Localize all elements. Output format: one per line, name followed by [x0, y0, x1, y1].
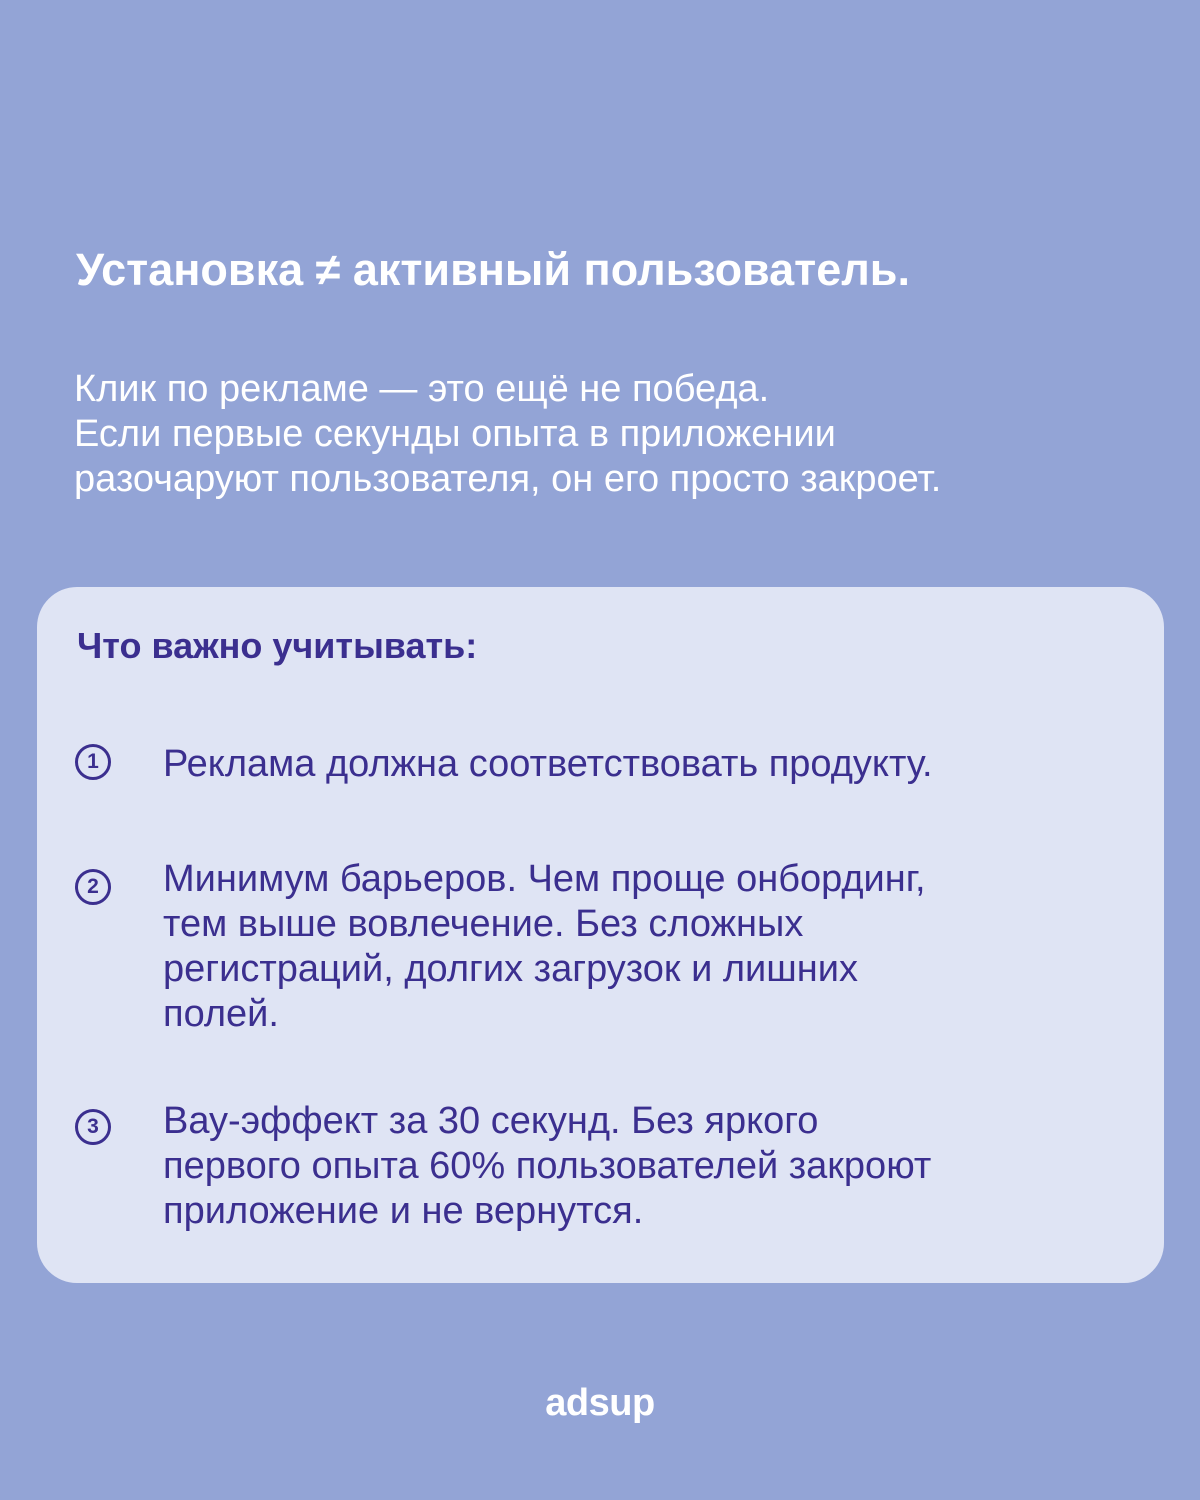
list-item-text: [163, 857, 1123, 1037]
list-item-line: полей.: [163, 993, 279, 1035]
list-item-line: Вау-эффект за 30 секунд. Без яркого: [163, 1100, 819, 1142]
list-item-line: приложение и не вернутся.: [163, 1190, 644, 1232]
intro-line: Клик по рекламе — это ещё не победа.: [74, 368, 770, 410]
intro-line: разочаруют пользователя, он его просто закроет.: [74, 458, 942, 500]
tips-card: [37, 587, 1164, 1283]
list-item-line: первого опыта 60% пользователей закроют: [163, 1145, 932, 1187]
list-item-line: Минимум барьеров. Чем проще онбординг,: [163, 858, 926, 900]
intro-line: Если первые секунды опыта в приложении: [74, 413, 836, 455]
list-item-text: [163, 1099, 1123, 1234]
page-title: Установка ≠ активный пользователь.: [76, 244, 910, 295]
circled-number-3-icon: 3: [75, 1109, 111, 1145]
list-item-line: Реклама должна соответствовать продукту.: [163, 743, 933, 785]
list-item-text: [163, 742, 1123, 787]
circled-number-1-icon: 1: [75, 744, 111, 780]
card-heading: Что важно учитывать:: [77, 625, 478, 666]
list-item-line: тем выше вовлечение. Без сложных: [163, 903, 804, 945]
brand-logo: adsup: [545, 1382, 655, 1424]
circled-number-2-icon: 2: [75, 869, 111, 905]
list-item-line: регистраций, долгих загрузок и лишних: [163, 948, 858, 990]
intro-text: [74, 367, 1154, 502]
